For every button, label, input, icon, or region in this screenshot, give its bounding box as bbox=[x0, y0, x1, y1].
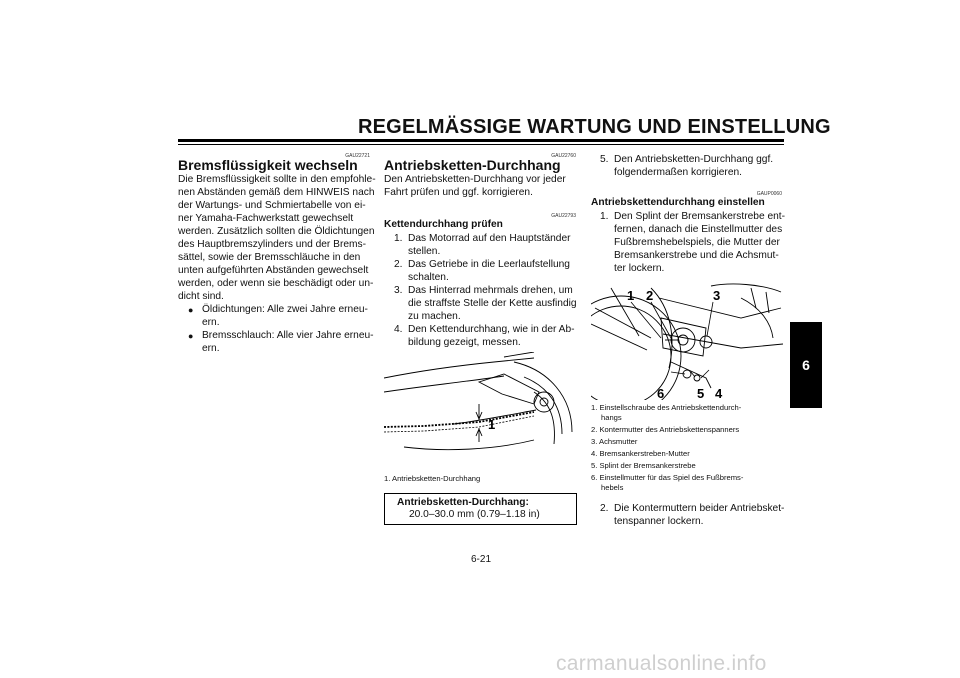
step-item bbox=[600, 210, 786, 275]
spec-value: 20.0–30.0 mm (0.79–1.18 in) bbox=[409, 509, 540, 520]
adjust-step-2 bbox=[600, 502, 786, 528]
step-item bbox=[600, 153, 786, 179]
text-line: ner Yamaha-Fachwerkstatt gewechselt bbox=[178, 213, 354, 224]
step-number: 1. bbox=[394, 233, 403, 244]
step-number: 2. bbox=[394, 259, 403, 270]
header-rule-thick bbox=[178, 139, 784, 142]
bullet-item bbox=[188, 303, 378, 329]
step-item bbox=[394, 258, 584, 284]
spec-box bbox=[384, 493, 577, 525]
figure-callout: 3 bbox=[713, 288, 721, 303]
step-line: tenspanner lockern. bbox=[614, 516, 704, 527]
text-line: des Hauptbremszylinders und der Brems- bbox=[178, 239, 366, 250]
text-line: werden, oder wenn sie beschädigt oder un- bbox=[178, 278, 374, 289]
section-code: GAU22793 bbox=[551, 213, 576, 219]
text-line: Die Bremsflüssigkeit sollte in den empfohle- bbox=[178, 174, 376, 185]
step-line: Das Hinterrad mehrmals drehen, um bbox=[408, 285, 573, 296]
figure-captions bbox=[591, 403, 785, 493]
caption-line: 4. Bremsankerstreben-Mutter bbox=[591, 449, 690, 458]
text-line: Fahrt prüfen und ggf. korrigieren. bbox=[384, 187, 533, 198]
step-item bbox=[394, 232, 584, 258]
text-line: sättel, sowie der Bremsschläuche in den bbox=[178, 252, 361, 263]
figure-callout: 1 bbox=[488, 417, 496, 432]
caption-line: 6. Einstellmutter für das Spiel des Fußbrems- bbox=[591, 473, 744, 482]
step-line: Den Antriebsketten-Durchhang ggf. bbox=[614, 154, 774, 165]
step-line: stellen. bbox=[408, 246, 441, 257]
header-rule-thin bbox=[178, 144, 784, 145]
caption-line: 5. Splint der Bremsankerstrebe bbox=[591, 461, 696, 470]
section-title-chain-slack: Antriebsketten-Durchhang bbox=[384, 157, 561, 173]
step-line: Den Kettendurchhang, wie in der Ab- bbox=[408, 324, 575, 335]
watermark: carmanualsonline.info bbox=[556, 652, 767, 675]
step-5 bbox=[600, 153, 786, 179]
figure-callout: 1 bbox=[627, 288, 635, 303]
text-line: der Wartungs- und Schmiertabelle von ei- bbox=[178, 200, 366, 211]
chain-slack-intro bbox=[384, 173, 584, 199]
caption-item bbox=[591, 473, 785, 493]
caption-line: hebels bbox=[601, 483, 624, 492]
subsection-title-check: Kettendurchhang prüfen bbox=[384, 219, 503, 230]
step-line: Den Splint der Bremsankerstrebe ent- bbox=[614, 211, 786, 222]
bullet-line: Öldichtungen: Alle zwei Jahre erneu- bbox=[202, 304, 368, 315]
step-line: Das Getriebe in die Leerlaufstellung bbox=[408, 259, 570, 270]
caption-line: 1. Einstellschraube des Antriebskettendurch- bbox=[591, 403, 742, 412]
step-number: 1. bbox=[600, 211, 609, 222]
text-line: Den Antriebsketten-Durchhang vor jeder bbox=[384, 174, 566, 185]
step-item bbox=[600, 502, 786, 528]
step-item bbox=[394, 284, 584, 323]
bullet-dot-icon: ● bbox=[188, 305, 194, 315]
step-line: Das Motorrad auf den Hauptständer bbox=[408, 233, 571, 244]
step-line: fernen, danach die Einstellmutter des bbox=[614, 224, 783, 235]
rear-axle-illustration bbox=[591, 278, 783, 400]
caption-line: 2. Kontermutter des Antriebskettenspanners bbox=[591, 425, 740, 434]
step-number: 4. bbox=[394, 324, 403, 335]
step-item bbox=[394, 323, 584, 349]
step-line: die straffste Stelle der Kette ausfindig bbox=[408, 298, 577, 309]
caption-item bbox=[591, 425, 785, 435]
chapter-tab[interactable]: 6 bbox=[790, 322, 822, 408]
step-line: Bremsankerstrebe und die Achsmut- bbox=[614, 250, 779, 261]
adjust-step-1 bbox=[600, 210, 786, 275]
figure-callout: 2 bbox=[646, 288, 654, 303]
page-header-title: REGELMÄSSIGE WARTUNG UND EINSTELLUNG bbox=[358, 116, 831, 138]
bullet-line: ern. bbox=[202, 317, 220, 328]
subsection-title-adjust: Antriebskettendurchhang einstellen bbox=[591, 197, 765, 208]
brake-fluid-text bbox=[178, 173, 378, 355]
caption-item bbox=[591, 403, 785, 423]
step-line: schalten. bbox=[408, 272, 449, 283]
step-line: folgendermaßen korrigieren. bbox=[614, 167, 742, 178]
step-number: 5. bbox=[600, 154, 609, 165]
text-line: dicht sind. bbox=[178, 291, 224, 302]
spec-title: Antriebsketten-Durchhang: bbox=[397, 497, 529, 508]
section-code: GAU22760 bbox=[551, 153, 576, 159]
bullet-line: ern. bbox=[202, 343, 220, 354]
step-line: zu machen. bbox=[408, 311, 461, 322]
caption-line: 3. Achsmutter bbox=[591, 437, 638, 446]
text-line: werden. Zusätzlich sollten die Öldichtungen bbox=[178, 226, 375, 237]
step-line: Fußbremshebelspiels, die Mutter der bbox=[614, 237, 780, 248]
step-line: ter lockern. bbox=[614, 263, 665, 274]
text-line: unten aufgeführten Abständen gewechselt bbox=[178, 265, 369, 276]
figure-callout: 6 bbox=[657, 386, 665, 400]
step-line: Die Kontermuttern beider Antriebsket- bbox=[614, 503, 785, 514]
section-code: GAUP0060 bbox=[756, 191, 782, 197]
caption-item bbox=[591, 461, 785, 471]
chain-slack-illustration bbox=[384, 352, 576, 462]
step-number: 2. bbox=[600, 503, 609, 514]
figure-caption: 1. Antriebsketten-Durchhang bbox=[384, 474, 481, 483]
caption-item bbox=[591, 437, 785, 447]
check-steps bbox=[394, 232, 584, 349]
figure-callout: 4 bbox=[715, 386, 723, 400]
section-title-brake-fluid: Bremsflüssigkeit wechseln bbox=[178, 157, 358, 173]
bullet-line: Bremsschlauch: Alle vier Jahre erneu- bbox=[202, 330, 374, 341]
step-line: bildung gezeigt, messen. bbox=[408, 337, 521, 348]
section-code: GAU22721 bbox=[345, 153, 370, 159]
caption-item bbox=[591, 449, 785, 459]
caption-line: hangs bbox=[601, 413, 622, 422]
figure-callout: 5 bbox=[697, 386, 705, 400]
page-number: 6-21 bbox=[471, 554, 492, 565]
bullet-dot-icon: ● bbox=[188, 331, 194, 341]
text-line: nen Abständen gemäß dem HINWEIS nach bbox=[178, 187, 375, 198]
bullet-item bbox=[188, 329, 378, 355]
step-number: 3. bbox=[394, 285, 403, 296]
